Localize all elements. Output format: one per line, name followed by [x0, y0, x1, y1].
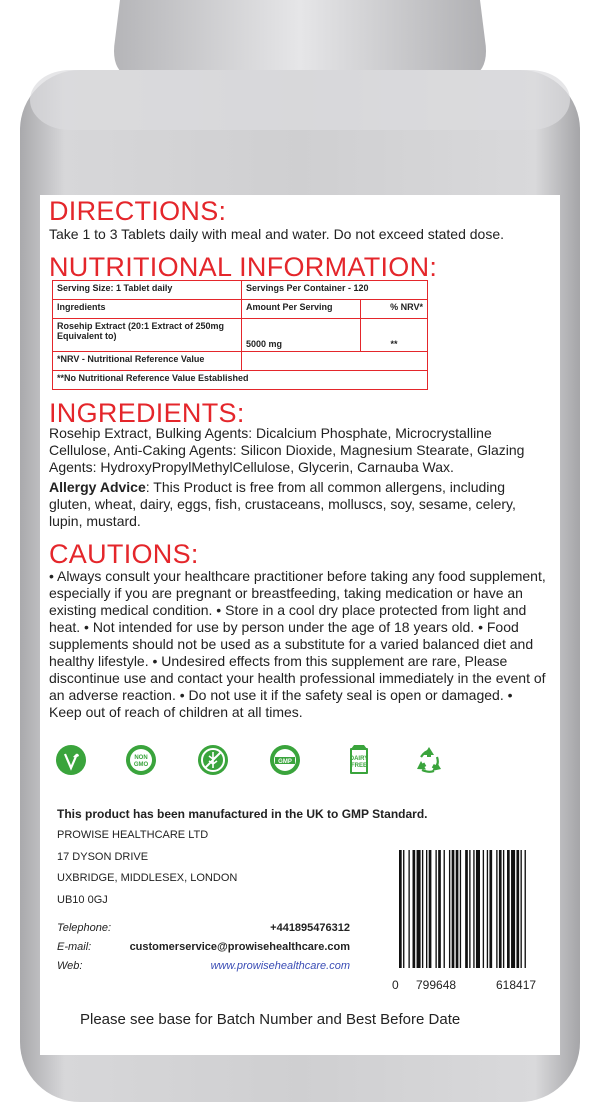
web-label: Web: — [57, 960, 83, 972]
barcode-bar — [426, 850, 427, 968]
allergy-text: : This Product is free from all common allergens, including gluten, wheat, dairy, eggs, fish, crustaceans, molluscs, soy, sesame, celery, lupin, mustard. — [49, 479, 516, 529]
svg-text:GMP: GMP — [278, 759, 292, 765]
svg-text:DAIRY: DAIRY — [349, 756, 369, 762]
barcode-bar — [507, 850, 510, 968]
table-row — [53, 319, 428, 352]
bottle-shoulder — [30, 70, 570, 130]
cautions-text: • Always consult your healthcare practitioner before taking any food supplement, especially if you are pregnant or breastfeeding, taking medication or have an existing medical condition. • Store in a cool dry place protected from light and heat. • Not intended for use by person under the age of 18 years old. • Food supplements should not be used as a substitute for a varied balanced diet and healthy lifestyle. • Undesired effects from this supplement are rare, Please discontinue use and contact your health professional immediately in the event of an adverse reaction. • Do not use it if the safety seal is open or damaged. • Keep out of reach of children at all times. — [49, 568, 546, 720]
telephone-label: Telephone: — [57, 922, 112, 934]
barcode-bar — [408, 850, 409, 968]
recycle-icon — [412, 743, 446, 777]
company-name: PROWISE HEALTHCARE LTD — [57, 829, 209, 841]
barcode-bar — [496, 850, 497, 968]
ingredients-text: Rosehip Extract, Bulking Agents: Dicalcium Phosphate, Microcrystalline Cellulose, Anti-Caking Agents: Silicon Dioxide, Magnesium Stearate, Glazing Agents: HydroxyPropylMethylCellulose, Glycerin, Carnauba Wax. — [49, 425, 525, 475]
barcode-bar — [465, 850, 468, 968]
barcode-bar — [499, 850, 502, 968]
dairy-free-icon — [342, 743, 376, 777]
allergy-title: Allergy Advice — [49, 479, 146, 495]
barcode-bar — [438, 850, 441, 968]
barcode-bar — [422, 850, 423, 968]
barcode-bar — [456, 850, 459, 968]
bottle-cap — [114, 0, 486, 78]
email-label: E-mail: — [57, 941, 92, 953]
col-amount-header: Amount Per Serving — [242, 300, 361, 319]
barcode — [399, 850, 559, 968]
serving-size-cell: Serving Size: 1 Tablet daily — [53, 281, 242, 300]
barcode-bar — [444, 850, 445, 968]
barcode-group-1: 799648 — [416, 978, 457, 992]
postcode: UB10 0GJ — [57, 894, 108, 906]
ingredient-name-cell: Rosehip Extract (20:1 Extract of 250mg Equivalent to) — [53, 319, 242, 352]
web-value: www.prowisehealthcare.com — [210, 960, 350, 972]
barcode-bar — [476, 850, 480, 968]
col-ingredients-header: Ingredients — [53, 300, 242, 319]
footnote-nrv: *NRV - Nutritional Reference Value — [53, 352, 242, 371]
barcode-group-2: 618417 — [496, 978, 537, 992]
svg-text:NON: NON — [134, 755, 148, 761]
barcode-bar — [460, 850, 461, 968]
barcode-bar — [487, 850, 488, 968]
barcode-bar — [429, 850, 432, 968]
barcode-bar — [403, 850, 404, 968]
barcode-bar — [449, 850, 450, 968]
product-label — [40, 195, 560, 1055]
nutrition-heading: NUTRITIONAL INFORMATION: — [49, 252, 438, 282]
telephone-value: +441895476312 — [270, 922, 350, 934]
barcode-bar — [503, 850, 504, 968]
barcode-bar — [469, 850, 470, 968]
table-row — [53, 281, 428, 300]
footnote-no-nrv: **No Nutritional Reference Value Established — [53, 371, 428, 390]
non-gmo-icon — [124, 743, 158, 777]
table-row — [53, 352, 428, 371]
barcode-bar — [516, 850, 519, 968]
allergy-advice — [49, 479, 549, 530]
empty-cell — [242, 352, 428, 371]
table-row — [53, 300, 428, 319]
table-row — [53, 371, 428, 390]
ingredient-nrv-cell: ** — [361, 319, 428, 352]
barcode-digit-first: 0 — [392, 978, 399, 992]
batch-note: Please see base for Batch Number and Best Before Date — [80, 1011, 461, 1028]
barcode-bar — [417, 850, 421, 968]
barcode-bar — [511, 850, 515, 968]
email-value: customerservice@prowisehealthcare.com — [129, 941, 350, 953]
gmp-icon — [268, 743, 302, 777]
servings-per-container-cell: Servings Per Container - 120 — [242, 281, 428, 300]
address-line-1: 17 DYSON DRIVE — [57, 851, 149, 863]
barcode-bar — [489, 850, 492, 968]
barcode-bar — [525, 850, 526, 968]
col-nrv-header: % NRV* — [361, 300, 428, 319]
barcode-bar — [399, 850, 402, 968]
address-line-2: UXBRIDGE, MIDDLESEX, LONDON — [57, 872, 238, 884]
gmp-statement: This product has been manufactured in the UK to GMP Standard. — [57, 807, 428, 821]
nutrition-table — [52, 280, 428, 390]
barcode-bar — [521, 850, 522, 968]
barcode-bar — [435, 850, 436, 968]
svg-text:GMO: GMO — [133, 762, 149, 768]
barcode-bar — [473, 850, 474, 968]
barcode-bar — [483, 850, 484, 968]
directions-text: Take 1 to 3 Tablets daily with meal and water. Do not exceed stated dose. — [49, 226, 505, 242]
certification-icons — [54, 743, 454, 783]
ingredient-amount-cell: 5000 mg — [242, 319, 361, 352]
directions-heading: DIRECTIONS: — [49, 196, 227, 226]
svg-text:FREE: FREE — [350, 763, 368, 769]
cautions-heading: CAUTIONS: — [49, 539, 199, 569]
gluten-free-icon — [196, 743, 230, 777]
barcode-bar — [413, 850, 416, 968]
vegan-leaf-icon — [54, 743, 88, 777]
ingredients-heading: INGREDIENTS: — [49, 398, 245, 428]
barcode-bar — [452, 850, 455, 968]
